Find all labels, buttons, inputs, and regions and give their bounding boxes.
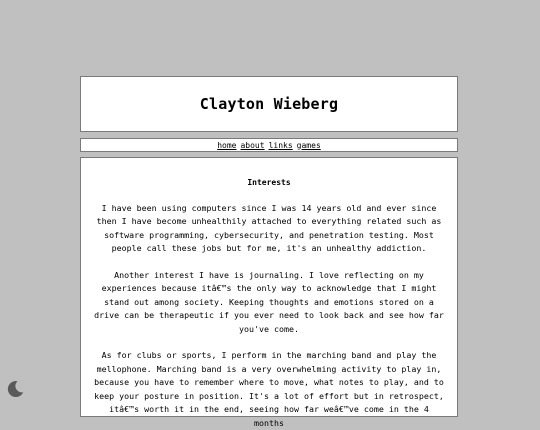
paragraph-clubs: As for clubs or sports, I perform in the marching band and play the mellophone. Marching band is a very overwhelming activity to play in, because you have to remember where to move, what notes to play, and to keep your posture in position. It's a lot of effort but in retrospect, itâ€™s worth it in the end, seeing how far weâ€™ve come in the 4 months [94,350,444,428]
paragraph-journaling: Another interest I have is journaling. I love reflecting on my experiences because itâ€™s the only way to acknowledge that I might stand out among society. Keeping thoughts and emotions stored on a drive can be therapeutic if you ever need to look back and see how far you've come. [94,269,444,334]
nav-link-home[interactable]: home [217,140,237,150]
theme-toggle-button[interactable] [5,379,25,399]
moon-icon [5,379,25,399]
paragraph-computers: I have been using computers since I was 14 years old and ever since then I have become unhealthily attached to everything related such as software programming, cybersecurity, and penetration testing. Most people call these jobs but for me, it's an unhealthy addiction. [96,202,442,253]
nav-bar [80,138,458,152]
nav-link-about[interactable]: about [240,140,265,150]
section-heading: Interests [247,178,291,187]
nav-link-links[interactable]: links [268,140,293,150]
content-panel [80,157,458,428]
nav-link-games[interactable]: games [296,140,321,150]
site-title: Clayton Wieberg [199,95,339,113]
site-header [80,76,458,132]
